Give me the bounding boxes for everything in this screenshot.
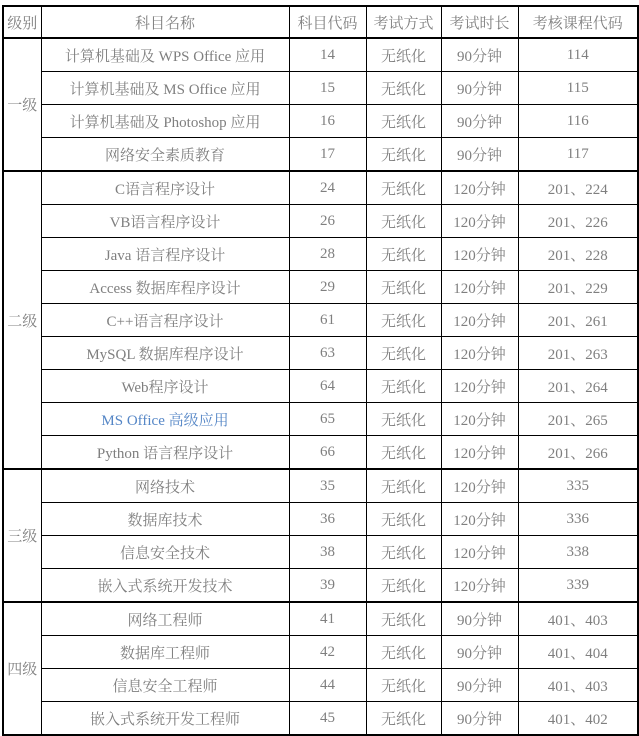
exam-duration-cell: 90分钟 xyxy=(441,138,518,172)
exam-duration-cell: 120分钟 xyxy=(441,205,518,238)
subject-cell: 网络工程师 xyxy=(41,602,289,636)
col-header-level: 级别 xyxy=(3,6,41,38)
exam-mode-cell: 无纸化 xyxy=(366,602,441,636)
exam-duration-cell: 120分钟 xyxy=(441,171,518,205)
subject-cell: 嵌入式系统开发工程师 xyxy=(41,702,289,736)
subject-code-cell: 28 xyxy=(289,238,366,271)
course-codes-cell: 401、402 xyxy=(518,702,638,736)
exam-duration-cell: 120分钟 xyxy=(441,271,518,304)
course-codes-cell: 336 xyxy=(518,503,638,536)
table-row xyxy=(3,702,638,736)
subject-code-cell: 63 xyxy=(289,337,366,370)
exam-mode-cell: 无纸化 xyxy=(366,469,441,503)
exam-duration-cell: 90分钟 xyxy=(441,636,518,669)
table-row xyxy=(3,370,638,403)
subject-cell: 数据库技术 xyxy=(41,503,289,536)
exam-duration-cell: 90分钟 xyxy=(441,105,518,138)
exam-mode-cell: 无纸化 xyxy=(366,636,441,669)
level-cell-2: 二级 xyxy=(3,171,41,469)
course-codes-cell: 401、404 xyxy=(518,636,638,669)
exam-mode-cell: 无纸化 xyxy=(366,138,441,172)
subject-code-cell: 17 xyxy=(289,138,366,172)
table-row xyxy=(3,636,638,669)
subject-code-cell: 61 xyxy=(289,304,366,337)
exam-mode-cell: 无纸化 xyxy=(366,702,441,736)
exam-duration-cell: 120分钟 xyxy=(441,469,518,503)
subject-code-cell: 26 xyxy=(289,205,366,238)
col-header-subject: 科目名称 xyxy=(41,6,289,38)
course-codes-cell: 201、228 xyxy=(518,238,638,271)
exam-mode-cell: 无纸化 xyxy=(366,171,441,205)
course-codes-cell: 116 xyxy=(518,105,638,138)
subject-code-cell: 14 xyxy=(289,38,366,72)
exam-duration-cell: 120分钟 xyxy=(441,337,518,370)
table-row xyxy=(3,602,638,636)
level-cell-4: 四级 xyxy=(3,602,41,735)
course-codes-cell: 401、403 xyxy=(518,602,638,636)
subject-cell: 计算机基础及 MS Office 应用 xyxy=(41,72,289,105)
subject-cell: Python 语言程序设计 xyxy=(41,436,289,470)
exam-mode-cell: 无纸化 xyxy=(366,205,441,238)
subject-code-cell: 16 xyxy=(289,105,366,138)
col-header-exam-mode: 考试方式 xyxy=(366,6,441,38)
subject-code-cell: 38 xyxy=(289,536,366,569)
table-header xyxy=(3,6,638,38)
subject-cell: 嵌入式系统开发技术 xyxy=(41,569,289,603)
subject-code-cell: 42 xyxy=(289,636,366,669)
subject-cell: 网络安全素质教育 xyxy=(41,138,289,172)
subject-code-cell: 41 xyxy=(289,602,366,636)
subject-code-cell: 45 xyxy=(289,702,366,736)
table-row xyxy=(3,436,638,470)
subject-code-cell: 44 xyxy=(289,669,366,702)
table-row xyxy=(3,536,638,569)
course-codes-cell: 201、266 xyxy=(518,436,638,470)
exam-duration-cell: 120分钟 xyxy=(441,370,518,403)
exam-duration-cell: 90分钟 xyxy=(441,72,518,105)
exam-mode-cell: 无纸化 xyxy=(366,72,441,105)
exam-mode-cell: 无纸化 xyxy=(366,238,441,271)
subject-cell: 信息安全工程师 xyxy=(41,669,289,702)
subject-code-cell: 66 xyxy=(289,436,366,470)
subject-cell: 网络技术 xyxy=(41,469,289,503)
table-row xyxy=(3,669,638,702)
table-row xyxy=(3,469,638,503)
table-row xyxy=(3,271,638,304)
table-row xyxy=(3,105,638,138)
exam-mode-cell: 无纸化 xyxy=(366,436,441,470)
subject-cell: C语言程序设计 xyxy=(41,171,289,205)
subject-code-cell: 65 xyxy=(289,403,366,436)
course-codes-cell: 335 xyxy=(518,469,638,503)
exam-duration-cell: 120分钟 xyxy=(441,304,518,337)
table-row xyxy=(3,304,638,337)
exam-subjects-table xyxy=(2,5,639,736)
table-row xyxy=(3,138,638,172)
table-row xyxy=(3,72,638,105)
table-row xyxy=(3,171,638,205)
subject-cell: VB语言程序设计 xyxy=(41,205,289,238)
exam-duration-cell: 120分钟 xyxy=(441,536,518,569)
exam-mode-cell: 无纸化 xyxy=(366,105,441,138)
exam-mode-cell: 无纸化 xyxy=(366,337,441,370)
exam-duration-cell: 90分钟 xyxy=(441,669,518,702)
exam-mode-cell: 无纸化 xyxy=(366,503,441,536)
course-codes-cell: 201、265 xyxy=(518,403,638,436)
exam-mode-cell: 无纸化 xyxy=(366,304,441,337)
col-header-course-codes: 考核课程代码 xyxy=(518,6,638,38)
exam-mode-cell: 无纸化 xyxy=(366,569,441,603)
subject-cell: 计算机基础及 WPS Office 应用 xyxy=(41,38,289,72)
course-codes-cell: 114 xyxy=(518,38,638,72)
exam-mode-cell: 无纸化 xyxy=(366,38,441,72)
exam-duration-cell: 120分钟 xyxy=(441,403,518,436)
course-codes-cell: 201、261 xyxy=(518,304,638,337)
course-codes-cell: 201、264 xyxy=(518,370,638,403)
course-codes-cell: 117 xyxy=(518,138,638,172)
table-row xyxy=(3,205,638,238)
exam-duration-cell: 120分钟 xyxy=(441,503,518,536)
level-cell-3: 三级 xyxy=(3,469,41,602)
course-codes-cell: 339 xyxy=(518,569,638,603)
exam-duration-cell: 120分钟 xyxy=(441,238,518,271)
subject-code-cell: 29 xyxy=(289,271,366,304)
subject-code-cell: 15 xyxy=(289,72,366,105)
subject-code-cell: 64 xyxy=(289,370,366,403)
exam-mode-cell: 无纸化 xyxy=(366,271,441,304)
course-codes-cell: 201、226 xyxy=(518,205,638,238)
subject-code-cell: 36 xyxy=(289,503,366,536)
exam-duration-cell: 90分钟 xyxy=(441,602,518,636)
exam-mode-cell: 无纸化 xyxy=(366,536,441,569)
subject-cell: Java 语言程序设计 xyxy=(41,238,289,271)
course-codes-cell: 201、224 xyxy=(518,171,638,205)
subject-cell: MySQL 数据库程序设计 xyxy=(41,337,289,370)
exam-mode-cell: 无纸化 xyxy=(366,669,441,702)
course-codes-cell: 401、403 xyxy=(518,669,638,702)
subject-cell: 数据库工程师 xyxy=(41,636,289,669)
exam-mode-cell: 无纸化 xyxy=(366,370,441,403)
subject-code-cell: 35 xyxy=(289,469,366,503)
header-row xyxy=(3,6,638,38)
subject-cell: Access 数据库程序设计 xyxy=(41,271,289,304)
level-cell-1: 一级 xyxy=(3,38,41,171)
subject-cell: Web程序设计 xyxy=(41,370,289,403)
exam-subjects-table-wrap xyxy=(2,5,639,736)
subject-code-cell: 24 xyxy=(289,171,366,205)
subject-cell: 计算机基础及 Photoshop 应用 xyxy=(41,105,289,138)
exam-mode-cell: 无纸化 xyxy=(366,403,441,436)
table-row xyxy=(3,569,638,603)
exam-duration-cell: 120分钟 xyxy=(441,436,518,470)
table-row xyxy=(3,503,638,536)
exam-duration-cell: 90分钟 xyxy=(441,702,518,736)
exam-duration-cell: 90分钟 xyxy=(441,38,518,72)
col-header-exam-duration: 考试时长 xyxy=(441,6,518,38)
table-row xyxy=(3,337,638,370)
table-row xyxy=(3,403,638,436)
subject-code-cell: 39 xyxy=(289,569,366,603)
subject-link-ms-office-advanced[interactable]: MS Office 高级应用 xyxy=(41,403,289,436)
course-codes-cell: 115 xyxy=(518,72,638,105)
course-codes-cell: 201、229 xyxy=(518,271,638,304)
course-codes-cell: 338 xyxy=(518,536,638,569)
table-row xyxy=(3,38,638,72)
subject-cell: 信息安全技术 xyxy=(41,536,289,569)
table-row xyxy=(3,238,638,271)
exam-duration-cell: 120分钟 xyxy=(441,569,518,603)
subject-cell: C++语言程序设计 xyxy=(41,304,289,337)
course-codes-cell: 201、263 xyxy=(518,337,638,370)
col-header-subject-code: 科目代码 xyxy=(289,6,366,38)
